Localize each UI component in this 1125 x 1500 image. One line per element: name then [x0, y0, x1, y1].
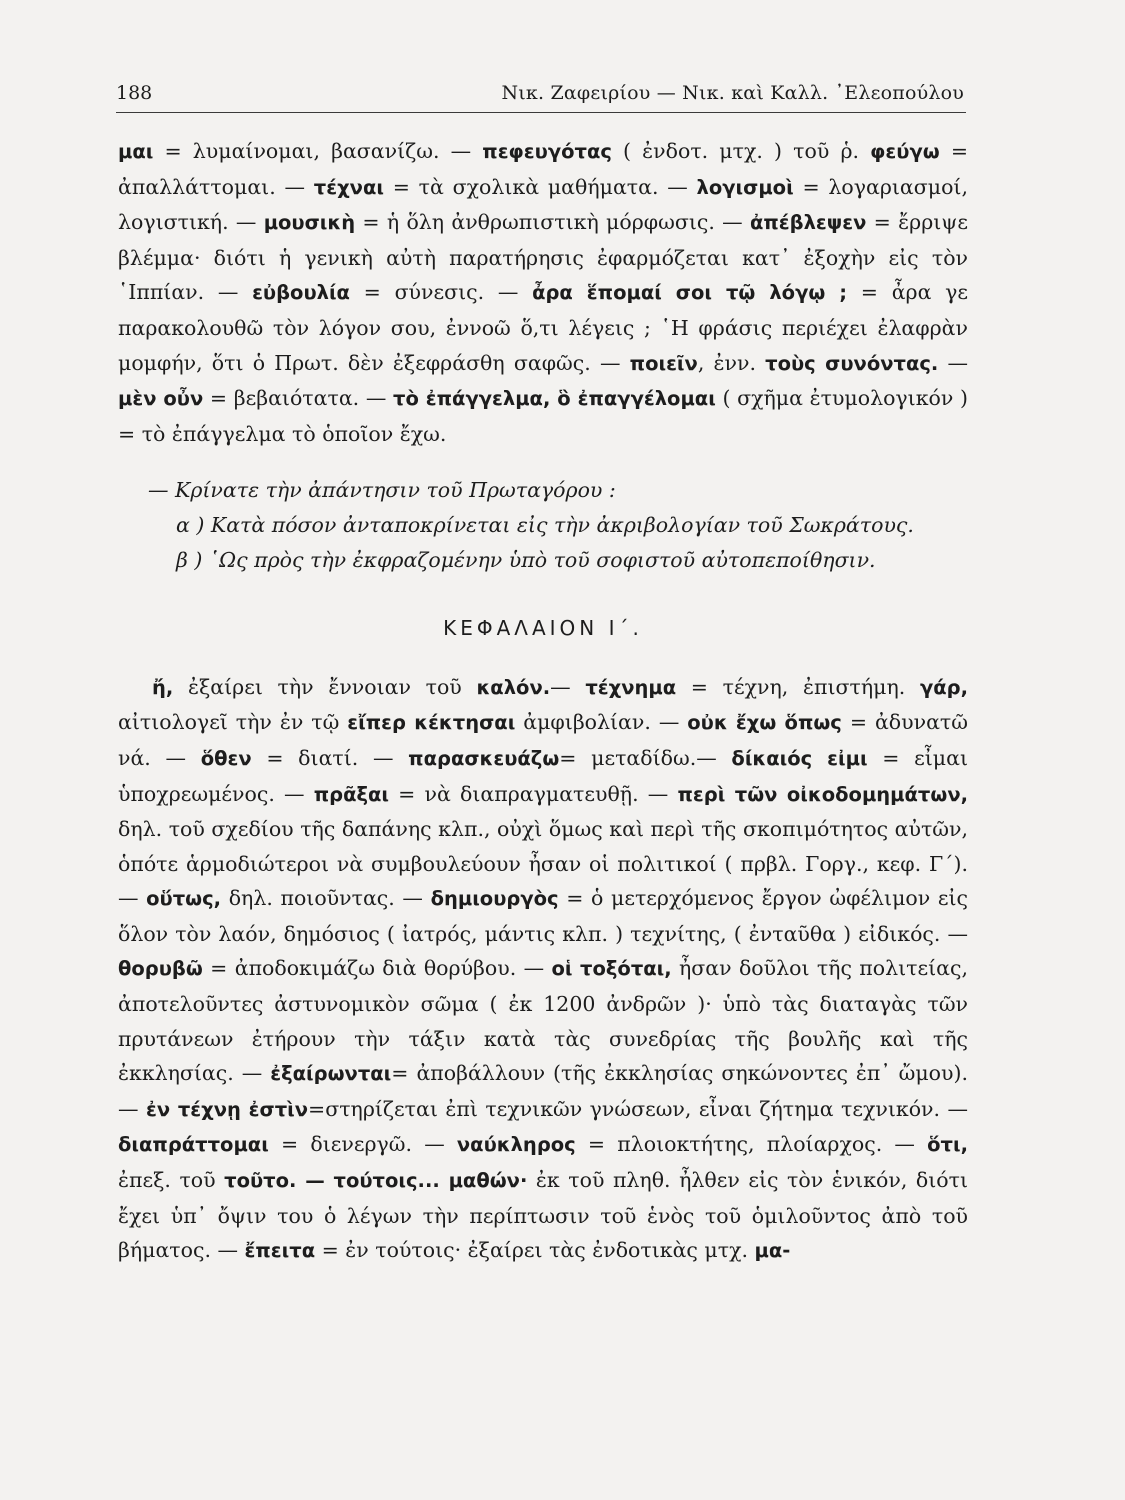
- lemma-term: εἴπερ κέκτησαι: [347, 711, 516, 735]
- gloss-text: ( ἐνδοτ. μτχ. ) τοῦ ῥ.: [611, 139, 871, 163]
- gloss-text: = ἐν τούτοις· ἐξαίρει τὰς ἐνδοτικὰς μτχ.: [315, 1238, 755, 1263]
- lemma-term: τοὺς συνόντας.: [765, 351, 939, 375]
- gloss-text: = τέχνη, ἐπιστήμη.: [676, 674, 920, 699]
- lemma-term: δημιουργὸς: [430, 887, 559, 911]
- gloss-text: =στηρίζεται ἐπὶ τεχνικῶν γνώσεων, εἶναι ζήτημα τεχνικόν. —: [308, 1096, 969, 1121]
- commentary-paragraph-2: [118, 670, 968, 1269]
- gloss-text: = τὰ σχολικὰ μαθήματα. —: [383, 174, 697, 199]
- gloss-text: ( σχῆμα ἐτυμολογικόν ) = τὸ ἐπάγγελμα τὸ ὁποῖον ἔχω.: [118, 386, 968, 446]
- lemma-term: οὐκ ἔχω ὅπως: [687, 711, 842, 735]
- gloss-text: = ἀποδοκιμάζω διὰ θορύβου. —: [202, 956, 552, 981]
- lemma-term: μαι: [118, 140, 154, 163]
- gloss-text: ἦσαν δοῦλοι τῆς πολιτείας, ἀποτελοῦντες ἀστυνομικὸν σῶμα ( ἐκ 1200 ἀνδρῶν )· ὑπὸ τὰς διαταγὰς τῶν πρυτάνεων ἐτήρουν τὴν τάξιν κατὰ τὰς συνεδρίας τῆς βουλῆς καὶ τῆς ἐκκλησίας. —: [118, 956, 968, 1086]
- gloss-text: = ἡ ὅλη ἀνθρωπιστικὴ μόρφωσις. —: [355, 210, 750, 235]
- gloss-text: = βεβαιότατα. —: [203, 386, 393, 411]
- lemma-term: ὅθεν: [200, 746, 252, 770]
- question-a: α ) Κατὰ πόσον ἀνταποκρίνεται εἰς τὴν ἀκριβολογίαν τοῦ Σωκράτους.: [176, 512, 914, 537]
- gloss-text: —: [938, 350, 968, 375]
- gloss-text: = ἔρριψε βλέμμα· διότι ἡ γενικὴ αὐτὴ παρατήρησις ἐφαρμόζεται κατ᾿ ἐξοχὴν εἰς τὸν ῾Ιππίαν. —: [118, 210, 968, 305]
- gloss-text: ἐπεξ. τοῦ: [118, 1168, 225, 1193]
- page-body: [118, 134, 968, 1269]
- gloss-text: = πλοιοκτήτης, πλοίαρχος. —: [575, 1132, 928, 1157]
- header-rule: [116, 112, 966, 113]
- lemma-term: μὲν οὖν: [118, 387, 204, 411]
- commentary-paragraph-1: [118, 134, 968, 451]
- gloss-text: ἐκ τοῦ πληθ. ἦλθεν εἰς τὸν ἑνικόν, διότι ἔχει ὑπ᾿ ὄψιν του ὁ λέγων τὴν περίπτωσιν τοῦ ἑνὸς τοῦ ὁμιλοῦντος ἀπὸ τοῦ βήματος. —: [118, 1168, 968, 1263]
- gloss-text: = λογαριασμοί, λογιστική. —: [118, 174, 968, 235]
- lemma-term: τὸ ἐπάγγελμα, ὃ ἐπαγγέλομαι: [393, 387, 716, 411]
- lemma-term: μουσικὴ: [263, 211, 356, 235]
- gloss-text: —: [550, 674, 586, 699]
- lemma-term: εὐβουλία: [252, 281, 350, 305]
- gloss-text: = εἶμαι ὑποχρεωμένος. —: [118, 745, 968, 806]
- gloss-text: = νὰ διαπραγματευθῇ. —: [389, 781, 678, 806]
- lemma-term: πρᾶξαι: [313, 782, 389, 806]
- lemma-term: ἆρα ἕπομαί σοι τῷ λόγῳ ;: [532, 281, 848, 305]
- question-prompt: — Κρίνατε τὴν ἀπάντησιν τοῦ Πρωταγόρου :: [148, 478, 616, 503]
- lemma-term: ἤ,: [152, 675, 174, 699]
- gloss-text: αἰτιολογεῖ τὴν ἐν τῷ: [118, 710, 348, 735]
- lemma-term: περὶ τῶν οἰκοδομημάτων,: [677, 782, 969, 806]
- questions-block: [118, 473, 968, 577]
- running-head: Νικ. Ζαφειρίου — Νικ. καὶ Καλλ. ᾿Ελεοπούλου: [501, 82, 964, 104]
- lemma-term: οἱ τοξόται,: [551, 957, 672, 981]
- lemma-term: τέχνημα: [585, 675, 677, 699]
- gloss-text: = μεταδίδω.—: [559, 745, 732, 770]
- lemma-term: παρασκευάζω: [408, 746, 560, 770]
- lemma-term: ἀπέβλεψεν: [749, 211, 867, 235]
- lemma-term: οὕτως,: [146, 887, 222, 911]
- page-number: 188: [116, 82, 153, 104]
- lemma-term: πεφευγότας: [482, 140, 612, 163]
- gloss-text: = ἀποβάλλουν (τῆς ἐκκλησίας σηκώνοντες ἐπ᾿ ὤμου). —: [118, 1061, 968, 1121]
- page-header: [116, 82, 964, 112]
- lemma-term: γάρ,: [919, 675, 968, 699]
- gloss-text: = ἀπαλλάττομαι. —: [118, 139, 968, 199]
- lemma-term: ἔπειτα: [244, 1239, 316, 1263]
- gloss-text: δηλ. ποιοῦντας. —: [221, 886, 431, 911]
- gloss-text: ἐξαίρει τὴν ἔννοιαν τοῦ: [173, 674, 477, 699]
- lemma-term: φεύγω: [870, 140, 940, 163]
- lemma-term: ποιεῖν: [629, 351, 698, 375]
- lemma-term: τοῦτο. — τούτοις... μαθών·: [224, 1169, 528, 1193]
- lemma-term: θορυβῶ: [118, 957, 203, 981]
- lemma-term: ἐν τέχνῃ ἐστὶν: [145, 1097, 309, 1121]
- lemma-term: τέχναι: [313, 175, 384, 199]
- question-b: β ) ῾Ως πρὸς τὴν ἐκφραζομένην ὑπὸ τοῦ σοφιστοῦ αὐτοπεποίθησιν.: [176, 547, 876, 572]
- gloss-text: = διενεργῶ. —: [268, 1132, 457, 1157]
- gloss-text: δηλ. τοῦ σχεδίου τῆς δαπάνης κλπ., οὐχὶ ὅμως καὶ περὶ τῆς σκοπιμότητος αὐτῶν, ὁπότε ἁρμοδιώτεροι νὰ συμβουλεύουν ἦσαν οἱ πολιτικοί ( πρβλ. Γοργ., κεφ. Γ΄). —: [118, 817, 968, 911]
- gloss-text: = ἆρα γε παρακολουθῶ τὸν λόγον σου, ἐννοῶ ὅ,τι λέγεις ; ῾Η φράσις περιέχει ἐλαφρὰν μομφήν, ὅτι ὁ Πρωτ. δὲν ἐξεφράσθη σαφῶς. —: [118, 280, 969, 375]
- gloss-text: ἀμφιβολίαν. —: [515, 710, 688, 735]
- lemma-term: καλόν.: [476, 675, 551, 699]
- chapter-title: ΚΕΦΑΛΑΙΟΝ Ι΄.: [443, 616, 643, 641]
- lemma-term: διαπράττομαι: [118, 1133, 269, 1157]
- lemma-term: μα-: [754, 1239, 791, 1263]
- gloss-text: = διατί. —: [251, 745, 409, 770]
- lemma-term: ναύκληρος: [456, 1133, 576, 1157]
- lemma-term: λογισμοὶ: [696, 175, 794, 199]
- lemma-term: ὅτι,: [927, 1133, 968, 1157]
- gloss-text: = λυμαίνομαι, βασανίζω. —: [153, 139, 483, 163]
- gloss-text: , ἐνν.: [697, 350, 766, 375]
- gloss-text: = σύνεσις. —: [349, 280, 533, 305]
- gloss-text: = ὁ μετερχόμενος ἔργον ὠφέλιμον εἰς ὅλον τὸν λαόν, δημόσιος ( ἰατρός, μάντις κλπ. ) τεχνίτης, ( ἐνταῦθα ) εἰδικός. —: [118, 886, 968, 946]
- lemma-term: ἐξαίρωνται: [270, 1062, 392, 1086]
- gloss-text: = ἀδυνατῶ νά. —: [118, 710, 968, 770]
- lemma-term: δίκαιός εἰμι: [731, 746, 868, 770]
